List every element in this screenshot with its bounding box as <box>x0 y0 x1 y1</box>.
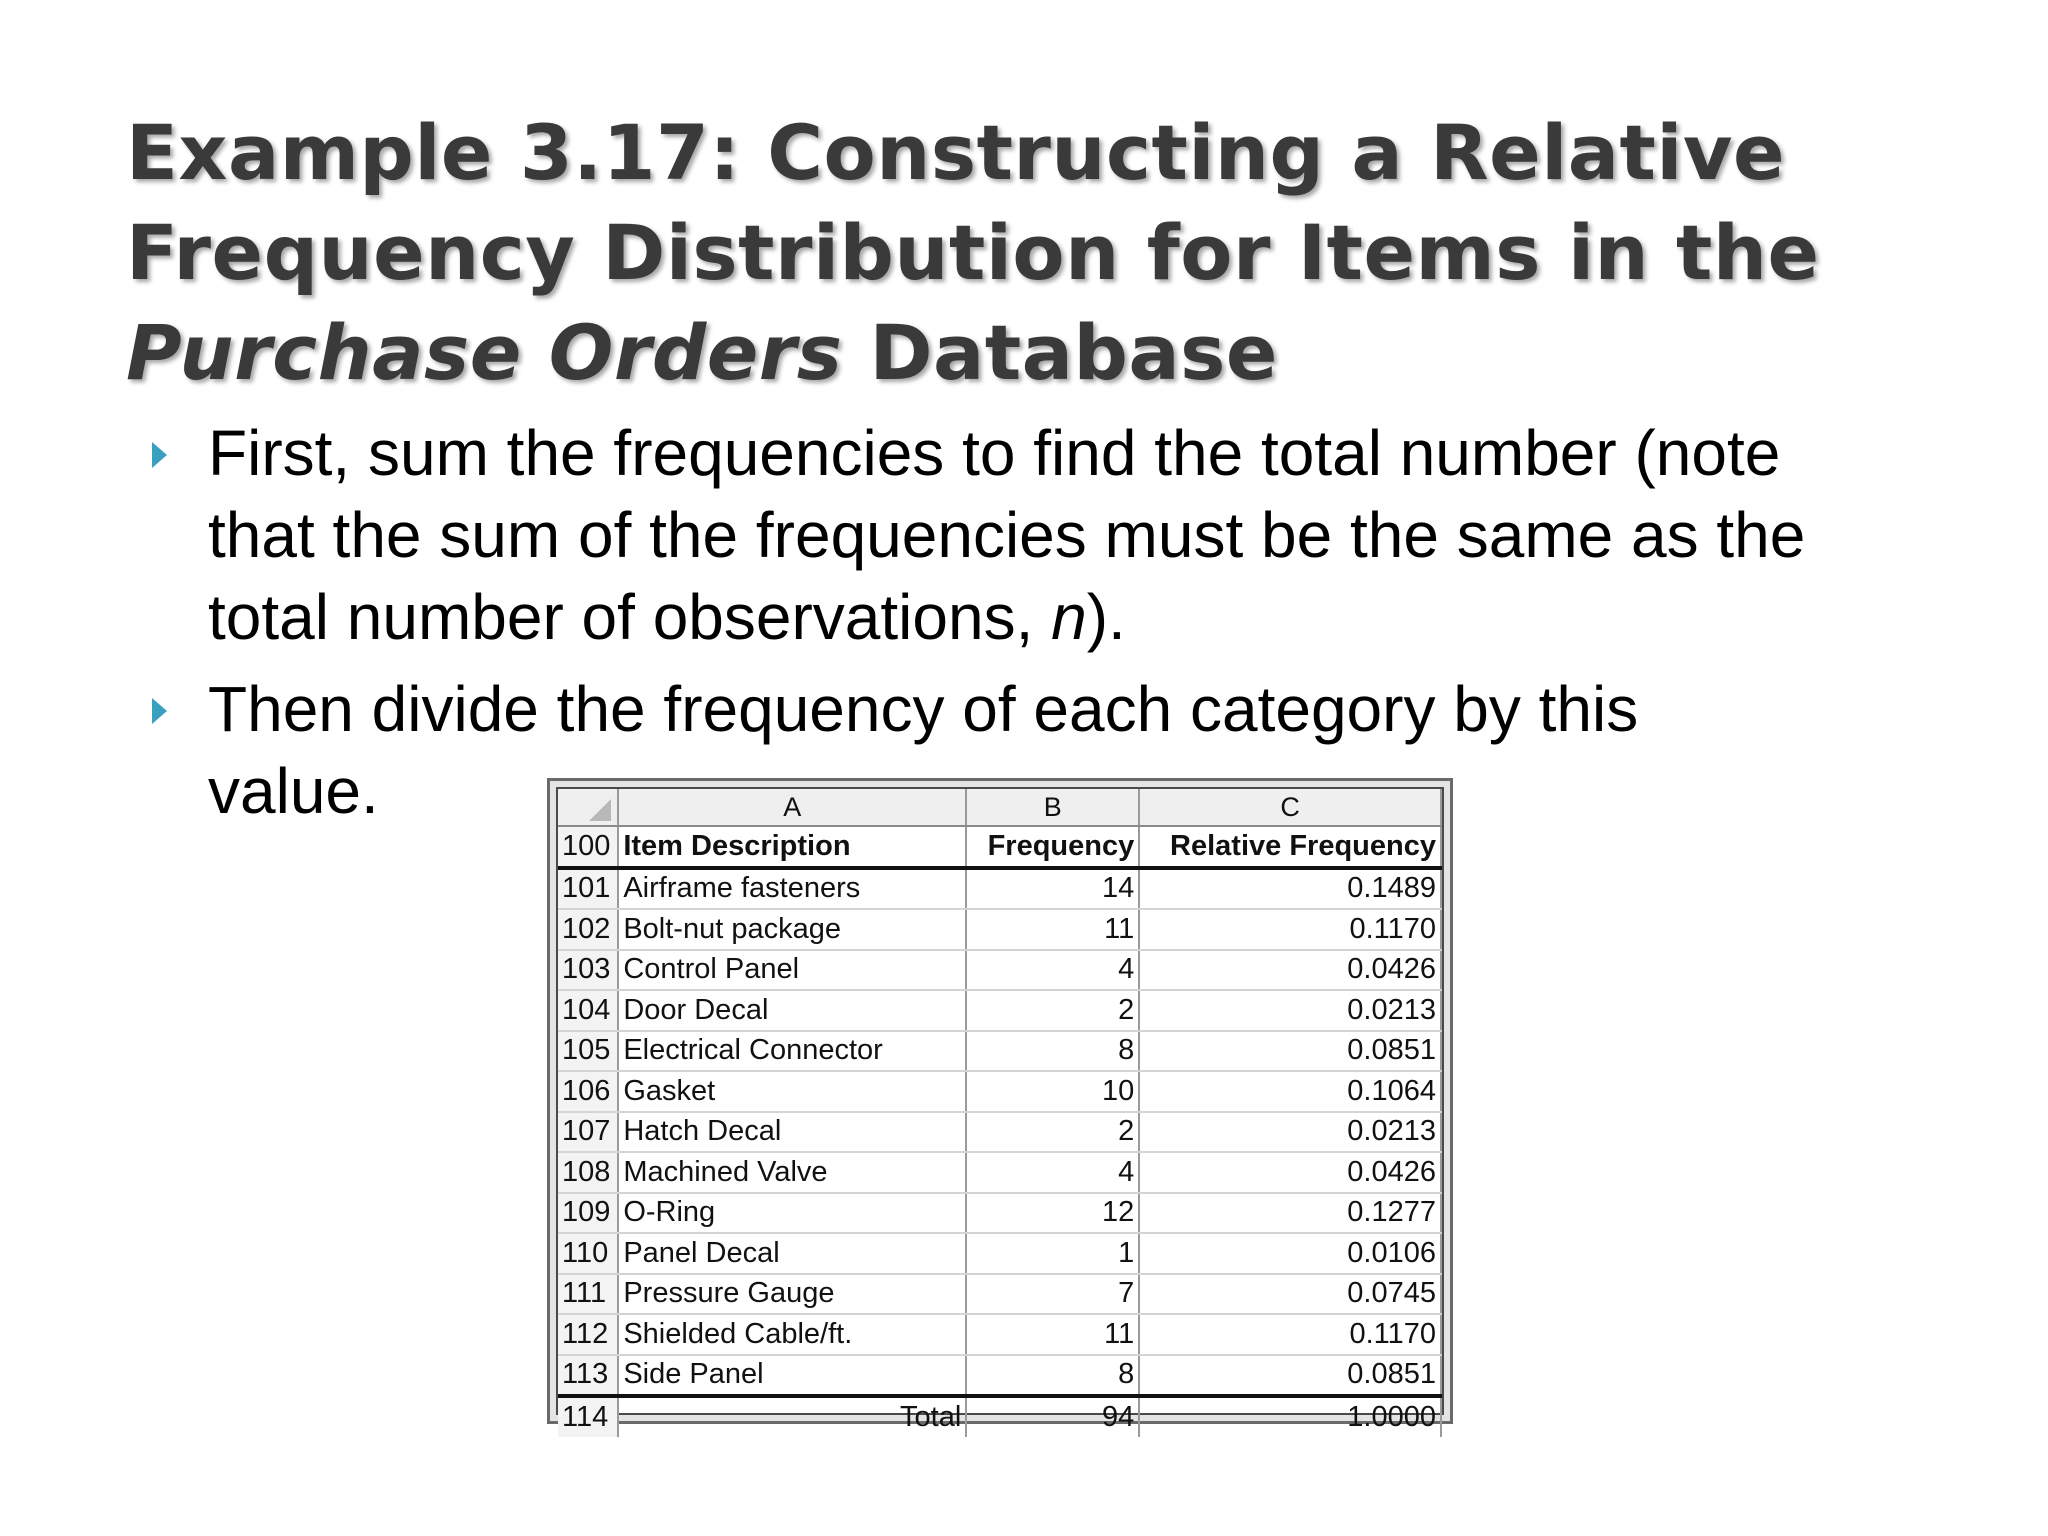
table-row <box>558 1193 1441 1234</box>
bullet-1-line-1: First, sum the frequencies to find the total number (note <box>208 417 1781 489</box>
frequency-cell: 10 <box>966 1071 1139 1112</box>
relative-frequency-cell: 0.0745 <box>1139 1274 1441 1315</box>
item-description-cell: O-Ring <box>618 1193 966 1234</box>
relative-frequency-cell: 0.0106 <box>1139 1233 1441 1274</box>
frequency-cell: 14 <box>966 868 1139 910</box>
row-number: 112 <box>558 1314 618 1355</box>
relative-frequency-cell: 0.0426 <box>1139 1152 1441 1193</box>
header-relative-frequency: Relative Frequency <box>1139 826 1441 868</box>
relative-frequency-cell: 0.1064 <box>1139 1071 1441 1112</box>
row-number: 111 <box>558 1274 618 1315</box>
frequency-cell: 11 <box>966 1314 1139 1355</box>
bullet-2-line-1: Then divide the frequency of each category by this <box>208 673 1639 745</box>
row-number: 109 <box>558 1193 618 1234</box>
frequency-cell: 4 <box>966 1152 1139 1193</box>
column-letter-row <box>558 789 1441 826</box>
corner-triangle-icon <box>589 799 611 821</box>
item-description-cell: Hatch Decal <box>618 1112 966 1153</box>
row-number: 103 <box>558 950 618 991</box>
header-item-description: Item Description <box>618 826 966 868</box>
item-description-cell: Airframe fasteners <box>618 868 966 910</box>
table-row <box>558 1233 1441 1274</box>
spreadsheet-grid-frame <box>556 787 1444 1433</box>
table-row <box>558 1031 1441 1072</box>
title-italic-database-name: Purchase Orders <box>126 307 843 397</box>
frequency-cell: 2 <box>966 990 1139 1031</box>
item-description-cell: Control Panel <box>618 950 966 991</box>
relative-frequency-cell: 0.1489 <box>1139 868 1441 910</box>
row-number: 102 <box>558 909 618 950</box>
bullet-item-1 <box>140 412 1940 658</box>
relative-frequency-cell: 0.0851 <box>1139 1355 1441 1397</box>
relative-frequency-cell: 0.1277 <box>1139 1193 1441 1234</box>
row-number: 105 <box>558 1031 618 1072</box>
item-description-cell: Pressure Gauge <box>618 1274 966 1315</box>
row-number: 108 <box>558 1152 618 1193</box>
item-description-cell: Shielded Cable/ft. <box>618 1314 966 1355</box>
relative-frequency-cell: 0.1170 <box>1139 909 1441 950</box>
frequency-cell: 4 <box>966 950 1139 991</box>
slide-title <box>126 103 1826 403</box>
title-line-3-rest: Database <box>842 307 1278 397</box>
column-letter-a: A <box>618 789 966 826</box>
row-number: 110 <box>558 1233 618 1274</box>
item-description-cell: Door Decal <box>618 990 966 1031</box>
table-row <box>558 909 1441 950</box>
total-row <box>558 1396 1441 1437</box>
spreadsheet-image <box>547 778 1453 1433</box>
table-row <box>558 1112 1441 1153</box>
total-label: Total <box>618 1396 966 1437</box>
total-relative-frequency-cell: 1.0000 <box>1139 1396 1441 1437</box>
bullet-2-line-2: value. <box>208 755 379 827</box>
row-number: 114 <box>558 1396 618 1437</box>
frequency-cell: 1 <box>966 1233 1139 1274</box>
table-header-row <box>558 826 1441 868</box>
frequency-cell: 7 <box>966 1274 1139 1315</box>
column-letter-b: B <box>966 789 1139 826</box>
table-row <box>558 868 1441 910</box>
item-description-cell: Bolt-nut package <box>618 909 966 950</box>
frequency-table <box>558 789 1442 1437</box>
table-row <box>558 1071 1441 1112</box>
bullet-1-line-3-pre: total number of observations, <box>208 581 1052 653</box>
relative-frequency-cell: 0.1170 <box>1139 1314 1441 1355</box>
bullet-1-line-3 <box>208 576 1940 658</box>
frequency-cell: 12 <box>966 1193 1139 1234</box>
relative-frequency-cell: 0.0213 <box>1139 1112 1441 1153</box>
row-number: 106 <box>558 1071 618 1112</box>
column-letter-c: C <box>1139 789 1441 826</box>
item-description-cell: Panel Decal <box>618 1233 966 1274</box>
frequency-cell: 8 <box>966 1031 1139 1072</box>
select-all-corner <box>558 789 618 826</box>
row-number: 101 <box>558 868 618 910</box>
frequency-cell: 11 <box>966 909 1139 950</box>
table-row <box>558 1274 1441 1315</box>
header-frequency: Frequency <box>966 826 1139 868</box>
frequency-cell: 2 <box>966 1112 1139 1153</box>
triangle-bullet-icon <box>152 698 167 724</box>
bullet-1-line-2: that the sum of the frequencies must be the same as the <box>208 499 1806 571</box>
item-description-cell: Machined Valve <box>618 1152 966 1193</box>
title-line-3 <box>126 303 1826 403</box>
row-number: 100 <box>558 826 618 868</box>
table-row <box>558 1152 1441 1193</box>
frequency-cell: 8 <box>966 1355 1139 1397</box>
triangle-bullet-icon <box>152 442 167 468</box>
item-description-cell: Side Panel <box>618 1355 966 1397</box>
bullet-1-line-3-post: ). <box>1086 581 1126 653</box>
title-line-1: Example 3.17: Constructing a Relative <box>126 107 1785 197</box>
table-row <box>558 950 1441 991</box>
relative-frequency-cell: 0.0851 <box>1139 1031 1441 1072</box>
row-number: 107 <box>558 1112 618 1153</box>
bullet-1-italic-n: n <box>1051 581 1087 653</box>
relative-frequency-cell: 0.0426 <box>1139 950 1441 991</box>
row-number: 113 <box>558 1355 618 1397</box>
total-frequency-cell: 94 <box>966 1396 1139 1437</box>
item-description-cell: Electrical Connector <box>618 1031 966 1072</box>
table-row <box>558 990 1441 1031</box>
row-number: 104 <box>558 990 618 1031</box>
title-line-2: Frequency Distribution for Items in the <box>126 207 1820 297</box>
table-row <box>558 1314 1441 1355</box>
item-description-cell: Gasket <box>618 1071 966 1112</box>
relative-frequency-cell: 0.0213 <box>1139 990 1441 1031</box>
bullet-list <box>140 412 1940 832</box>
table-row <box>558 1355 1441 1397</box>
